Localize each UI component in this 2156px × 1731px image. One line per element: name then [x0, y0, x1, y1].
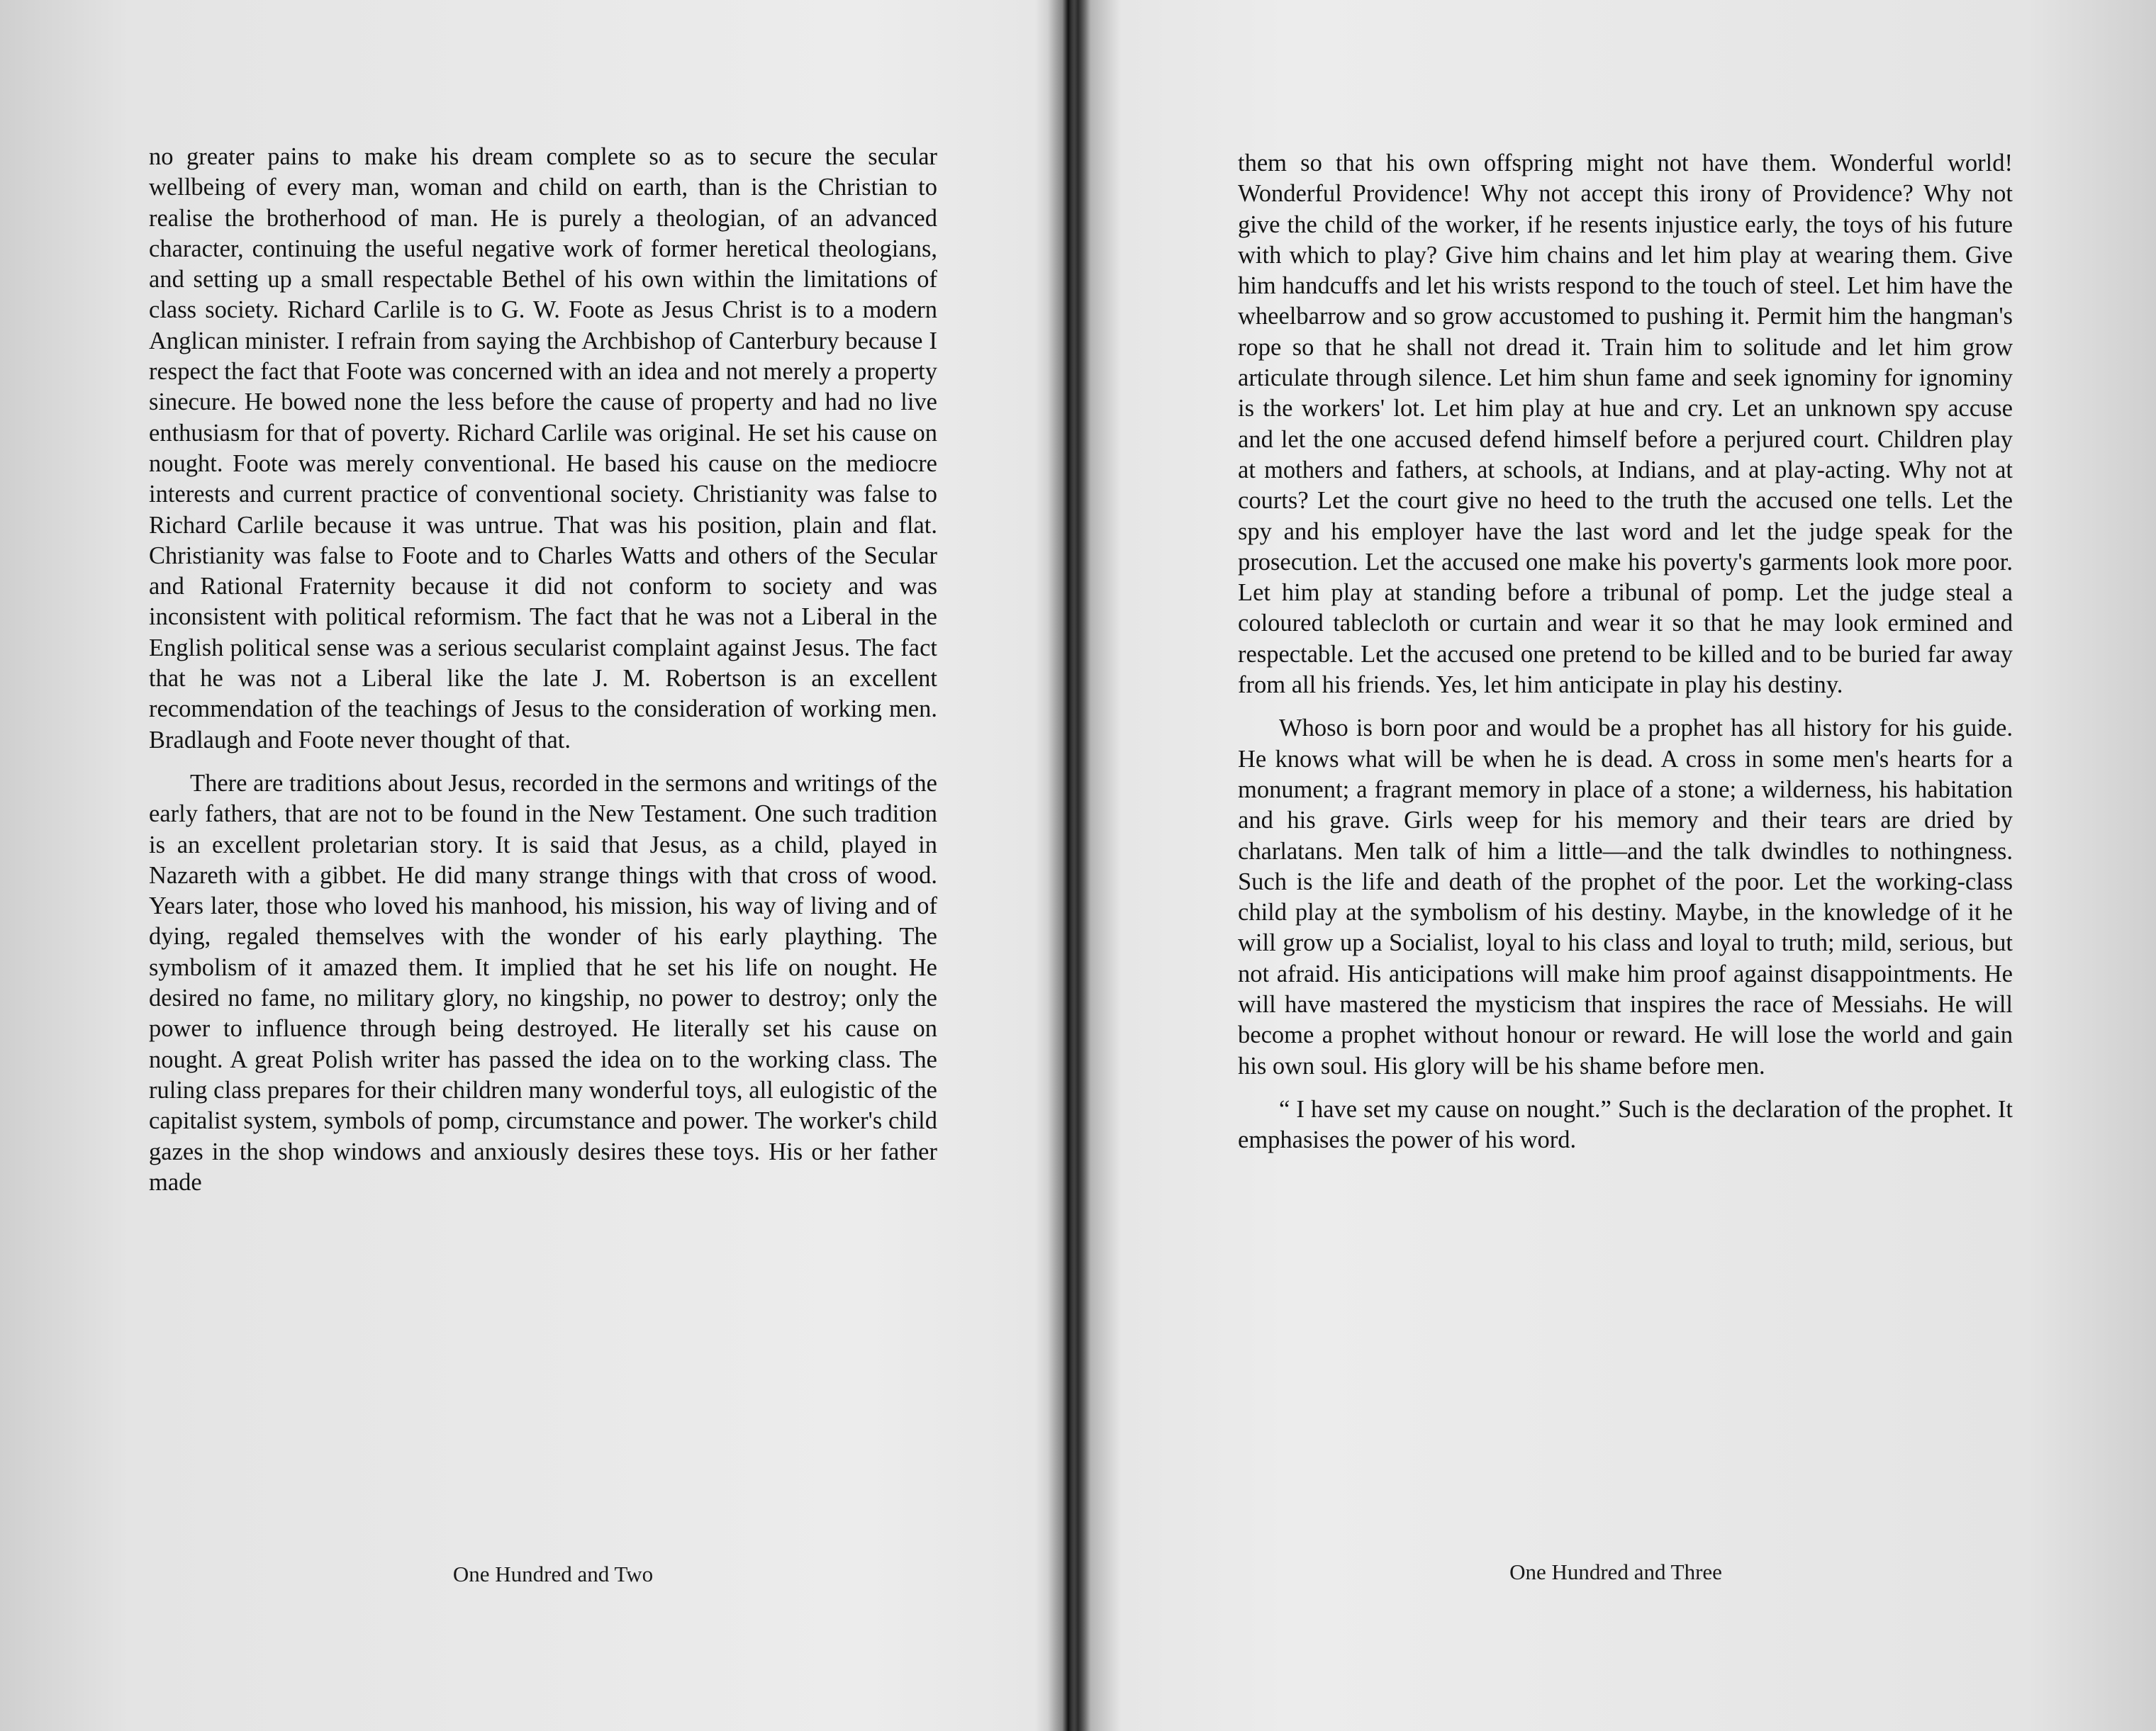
left-page-number: One Hundred and Two [452, 1562, 654, 1586]
left-page-text [149, 142, 937, 1198]
left-paragraph-1: no greater pains to make his dream complete so as to secure the secular wellbeing of every man, woman and child on earth, than is the Christian to realise the brotherhood of man. He is purely a theologian, of an advanced character, continuing the useful negative work of former heretical theologians, and setting up a small respectable Bethel of his own within the limitations of class society. Richard Carlile is to G. W. Foote as Jesus Christ is to a modern Anglican minister. I refrain from saying the Archbishop of Canterbury because I respect the fact that Foote was concerned with an idea and not merely a property sinecure. He bowed none the less before the cause of property and had no live enthusiasm for that of poverty. Richard Carlile was original. He set his cause on nought. Foote was merely conventional. He based his cause on the mediocre interests and current practice of conventional society. Christianity was false to Richard Carlile because it was untrue. That was his position, plain and flat. Christianity was false to Foote and to Charles Watts and others of the Secular and Rational Fraternity because it did not conform to society and was inconsistent with political reformism. The fact that he was not a Liberal in the English political sense was a serious secularist complaint against Jesus. The fact that he was not a Liberal like the late J. M. Robertson is an excellent recommendation of the teachings of Jesus to the consideration of working men. Bradlaugh and Foote never thought of that. [149, 143, 937, 754]
right-paragraph-1: them so that his own offspring might not have them. Wonderful world! Wonderful Providence! Why not accept this irony of Providence? Why not give the child of the worker, if he resents injustice early, the toys of his future with which to play? Give him chains and let him play at wearing them. Give him handcuffs and let his wrists respond to the touch of steel. Let him have the wheelbarrow and so grow accustomed to pushing it. Permit him the hangman's rope so that he shall not dread it. Train him to solitude and let him grow articulate through silence. Let him shun fame and seek ignominy for ignominy is the workers' lot. Let him play at hue and cry. Let an unknown spy accuse and let the one accused defend himself before a perjured court. Children play at mothers and fathers, at schools, at Indians, and at play-acting. Why not at courts? Let the court give no heed to the truth the accused one tells. Let the spy and his employer have the last word and let the judge speak for the prosecution. Let the accused one make his poverty's garments look more poor. Let him play at standing before a tribunal of pomp. Let the judge steal a coloured tablecloth or curtain and wear it so that he may look ermined and respectable. Let the accused one pretend to be killed and to be buried far away from all his friends. Yes, let him anticipate in play his destiny. [1238, 150, 2013, 699]
left-page [0, 0, 1063, 1731]
right-page-text [1238, 148, 2013, 1156]
left-paragraph-2: There are traditions about Jesus, recorded in the sermons and writings of the early fathers, that are not to be found in the New Testament. One such tradition is an excellent proletarian story. It is said that Jesus, as a child, played in Nazareth with a gibbet. He did many strange things with that cross of wood. Years later, those who loved his manhood, his mission, his way of living and of dying, regaled themselves with the wonder of his early plaything. The symbolism of it amazed them. It implied that he set his life on nought. He desired no fame, no military glory, no kingship, no power to destroy; only the power to influence through being destroyed. He literally set his cause on nought. A great Polish writer has passed the idea on to the working class. The ruling class prepares for their children many wonderful toys, all eulogistic of the capitalist system, symbols of pomp, circumstance and power. The worker's child gazes in the shop windows and anxiously desires these toys. His or her father made [149, 769, 937, 1196]
right-paragraph-2: Whoso is born poor and would be a prophet has all history for his guide. He knows what will be when he is dead. A cross in some men's hearts for a monument; a fragrant memory in place of a stone; a wilderness, his habitation and his grave. Girls weep for his memory and their tears are dried by charlatans. Men talk of him a little—and the talk dwindles to nothingness. Such is the life and death of the prophet of the poor. Let the working-class child play at the symbolism of his destiny. Maybe, in the knowledge of it he will grow up a Socialist, loyal to his class and loyal to truth; mild, serious, but not afraid. His anticipations will make him proof against disappointments. He will have mastered the mysticism that inspires the race of Messiahs. He will become a prophet without honour or reward. He will lose the world and gain his own soul. His glory will be his shame before men. [1238, 715, 2013, 1080]
right-page-number: One Hundred and Three [1509, 1559, 1722, 1584]
right-paragraph-3: “ I have set my cause on nought.” Such is the declaration of the prophet. It emphasises the power of his word. [1238, 1095, 2013, 1154]
right-page [1093, 0, 2156, 1731]
